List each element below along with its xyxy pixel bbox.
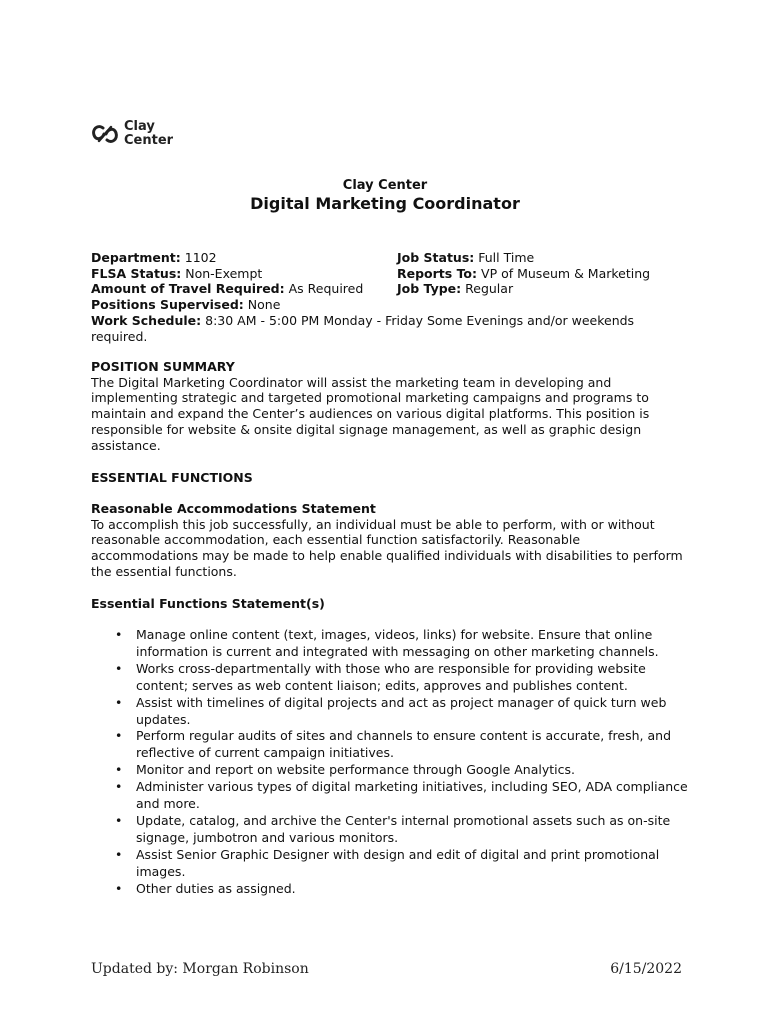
job-status-label: Job Status: — [397, 250, 475, 265]
bullet-icon: • — [115, 880, 123, 896]
reports-to-label: Reports To: — [397, 265, 478, 281]
travel-label: Amount of Travel Required: — [91, 281, 285, 297]
list-item-text: Assist Senior Graphic Designer with design and edit of digital and print promotional images. — [136, 846, 660, 879]
list-item — [91, 762, 691, 779]
bullet-icon: • — [115, 694, 123, 710]
bullet-icon: • — [115, 779, 123, 795]
department-row — [91, 250, 363, 266]
logo-line-1: Clay — [124, 119, 155, 134]
flsa-value: Non-Exempt — [185, 265, 263, 281]
travel-row — [91, 281, 363, 297]
list-item-text: Monitor and report on website performance through Google Analytics. — [136, 762, 575, 778]
logo-line-2: Center — [124, 133, 174, 148]
logo-text — [124, 120, 173, 148]
position-summary-text: The Digital Marketing Coordinator will assist the marketing team in developing and implementing strategic and targeted promotional marketing campaigns and programs to maintain and expand the Center’s audiences on various digital platforms. This position is responsible for website & onsite digital signage management, as well as graphic design assistance. — [91, 374, 650, 453]
essential-functions-heading: ESSENTIAL FUNCTIONS — [91, 470, 253, 485]
work-schedule-value: 8:30 AM - 5:00 PM Monday - Friday Some Evenings and/or weekends required. — [91, 313, 635, 344]
organization-name: Clay Center — [342, 178, 428, 193]
flsa-label: FLSA Status: — [91, 265, 182, 281]
list-item-text: Perform regular audits of sites and channels to ensure content is accurate, fresh, and reflective of current campaign initiatives. — [136, 728, 672, 761]
clay-center-logo-icon — [90, 121, 120, 147]
bullet-icon: • — [115, 846, 123, 862]
travel-value: As Required — [288, 281, 364, 297]
list-item — [91, 627, 691, 661]
supervised-row — [91, 297, 363, 313]
work-schedule-label: Work Schedule: — [91, 313, 202, 328]
position-summary-section — [91, 359, 691, 453]
bullet-icon: • — [115, 660, 123, 676]
bullet-icon: • — [115, 762, 123, 778]
job-type-value: Regular — [465, 281, 514, 297]
clay-center-logo — [90, 120, 173, 148]
accommodations-section — [91, 501, 691, 580]
job-title: Digital Marketing Coordinator — [250, 194, 520, 213]
list-item-text: Administer various types of digital marketing initiatives, including SEO, ADA compliance and more. — [136, 779, 688, 812]
bullet-icon: • — [115, 627, 123, 642]
department-value: 1102 — [184, 250, 217, 265]
job-type-row — [397, 281, 650, 297]
job-status-value: Full Time — [478, 250, 535, 265]
position-summary-heading: POSITION SUMMARY — [91, 359, 235, 374]
flsa-row — [91, 266, 363, 282]
list-item — [91, 881, 691, 898]
job-type-label: Job Type: — [397, 281, 462, 297]
reports-to-row — [397, 266, 650, 282]
accommodations-text: To accomplish this job successfully, an individual must be able to perform, with or without reasonable accommodation, each essential function satisfactorily. Reasonable accommodations may be made to help enable qualified individuals with disabilities to perform the essential functions. — [91, 516, 683, 579]
supervised-label: Positions Supervised: — [91, 297, 244, 313]
functions-statement-heading: Essential Functions Statement(s) — [91, 596, 325, 611]
essential-functions-list — [91, 627, 691, 898]
accommodations-heading: Reasonable Accommodations Statement — [91, 501, 376, 516]
supervised-value: None — [247, 297, 281, 313]
bullet-icon: • — [115, 812, 123, 828]
list-item-text: Other duties as assigned. — [136, 880, 296, 896]
footer-date: 6/15/2022 — [610, 961, 682, 977]
info-right-column — [397, 250, 650, 297]
footer-updated-by: Updated by: Morgan Robinson — [91, 961, 309, 977]
list-item — [91, 728, 691, 762]
job-status-row — [397, 250, 650, 266]
list-item-text: Works cross-departmentally with those who are responsible for providing website content; serves as web content liaison; edits, approves and publishes content. — [136, 660, 646, 693]
list-item — [91, 779, 691, 813]
list-item-text: Update, catalog, and archive the Center's internal promotional assets such as on-site signage, jumbotron and various monitors. — [136, 812, 671, 845]
list-item — [91, 813, 691, 847]
list-item-text: Manage online content (text, images, videos, links) for website. Ensure that online information is current and integrated with messaging on other marketing channels. — [136, 627, 659, 659]
work-schedule — [91, 313, 691, 344]
list-item — [91, 695, 691, 729]
bullet-icon: • — [115, 728, 123, 744]
list-item — [91, 661, 691, 695]
list-item-text: Assist with timelines of digital projects and act as project manager of quick turn web updates. — [136, 694, 667, 727]
reports-to-value: VP of Museum & Marketing — [481, 265, 651, 281]
department-label: Department: — [91, 250, 181, 265]
info-left-column — [91, 250, 363, 313]
list-item — [91, 847, 691, 881]
